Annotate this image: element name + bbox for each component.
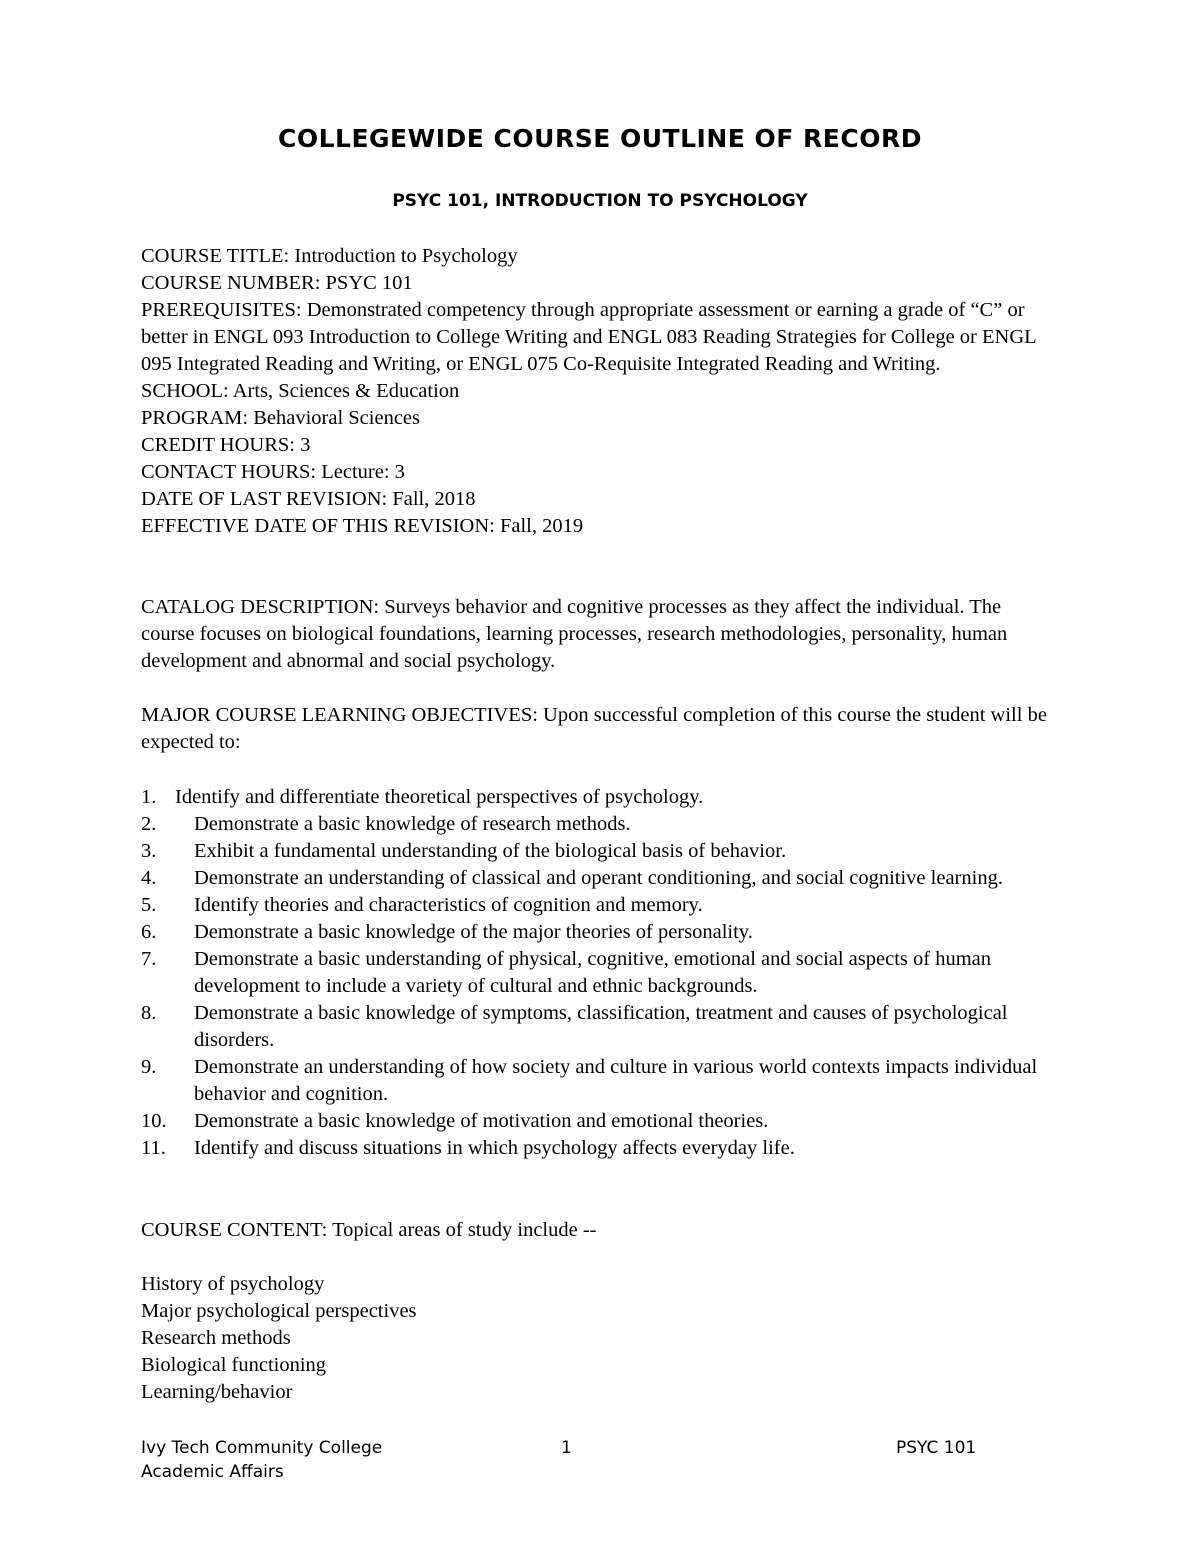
objective-item	[141, 784, 1071, 811]
objective-number: 3.	[141, 840, 157, 862]
document-subtitle: PSYC 101, INTRODUCTION TO PSYCHOLOGY	[392, 191, 808, 211]
course-number-field: COURSE NUMBER: PSYC 101	[141, 272, 413, 294]
contact-hours-field: CONTACT HOURS: Lecture: 3	[141, 461, 405, 483]
objective-number: 5.	[141, 894, 157, 916]
objective-text: Demonstrate a basic knowledge of the major theories of personality.	[194, 921, 753, 943]
objective-number: 2.	[141, 813, 157, 835]
school-field: SCHOOL: Arts, Sciences & Education	[141, 380, 460, 402]
objective-number: 9.	[141, 1056, 157, 1078]
footer-page-number: 1	[561, 1438, 572, 1458]
objective-item	[141, 1135, 1071, 1162]
document-title: COLLEGEWIDE COURSE OUTLINE OF RECORD	[278, 124, 922, 153]
course-content-intro: COURSE CONTENT: Topical areas of study include --	[141, 1219, 597, 1241]
objectives-intro: MAJOR COURSE LEARNING OBJECTIVES: Upon successful completion of this course the student will be expected to:	[141, 704, 1047, 753]
topic-item: History of psychology	[141, 1273, 325, 1295]
objective-number: 10.	[141, 1110, 167, 1132]
last-revision-field: DATE OF LAST REVISION: Fall, 2018	[141, 488, 476, 510]
objective-item	[141, 892, 1071, 919]
catalog-description: CATALOG DESCRIPTION: Surveys behavior and cognitive processes as they affect the individual. The course focuses on biological foundations, learning processes, research methodologies, personality, human development and abnormal and social psychology.	[141, 596, 1008, 672]
objective-text: Demonstrate an understanding of classical and operant conditioning, and social cognitive learning.	[194, 867, 1003, 889]
topic-item: Major psychological perspectives	[141, 1300, 417, 1322]
objective-text: Demonstrate a basic knowledge of motivation and emotional theories.	[194, 1110, 769, 1132]
prerequisites-field: PREREQUISITES: Demonstrated competency through appropriate assessment or earning a grade of “C” or better in ENGL 093 Introduction to College Writing and ENGL 083 Reading Strategies for College or ENGL 095 Integrated Reading and Writing, or ENGL 075 Co-Requisite Integrated Reading and Writing.	[141, 299, 1036, 375]
footer-department: Academic Affairs	[141, 1462, 284, 1482]
objective-text: Demonstrate an understanding of how society and culture in various world contexts impacts individual behavior and cognition.	[194, 1056, 1038, 1105]
objective-text: Demonstrate a basic understanding of physical, cognitive, emotional and social aspects of human development to include a variety of cultural and ethnic backgrounds.	[194, 948, 991, 997]
effective-date-field: EFFECTIVE DATE OF THIS REVISION: Fall, 2019	[141, 515, 584, 537]
objective-number: 6.	[141, 921, 157, 943]
course-title-field: COURSE TITLE: Introduction to Psychology	[141, 245, 518, 267]
objective-number: 4.	[141, 867, 157, 889]
objective-number: 7.	[141, 948, 157, 970]
objective-item	[141, 811, 1071, 838]
objective-item	[141, 1000, 1071, 1054]
objective-item	[141, 1054, 1071, 1108]
footer-college: Ivy Tech Community College	[141, 1438, 383, 1458]
topics-list	[141, 1271, 417, 1406]
objective-item	[141, 1108, 1071, 1135]
topic-item: Research methods	[141, 1327, 291, 1349]
objective-item	[141, 946, 1071, 1000]
objectives-list	[141, 784, 1071, 1162]
footer-course-code: PSYC 101	[896, 1438, 977, 1458]
topic-item: Learning/behavior	[141, 1381, 293, 1403]
objective-text: Demonstrate a basic knowledge of symptoms, classification, treatment and causes of psychological disorders.	[194, 1002, 1008, 1051]
objective-text: Identify and discuss situations in which psychology affects everyday life.	[194, 1137, 795, 1159]
objective-item	[141, 838, 1071, 865]
objective-number: 11.	[141, 1137, 166, 1159]
topic-item: Biological functioning	[141, 1354, 327, 1376]
program-field: PROGRAM: Behavioral Sciences	[141, 407, 420, 429]
objective-text: Demonstrate a basic knowledge of research methods.	[194, 813, 631, 835]
objective-number: 1.	[141, 786, 157, 808]
objective-item	[141, 865, 1071, 892]
credit-hours-field: CREDIT HOURS: 3	[141, 434, 311, 456]
objective-item	[141, 919, 1071, 946]
footer-left	[141, 1436, 382, 1484]
course-info-fields	[141, 243, 1071, 540]
objective-text: Identify theories and characteristics of cognition and memory.	[194, 894, 703, 916]
objective-text: Exhibit a fundamental understanding of the biological basis of behavior.	[194, 840, 787, 862]
objective-text: Identify and differentiate theoretical perspectives of psychology.	[175, 786, 704, 808]
objective-number: 8.	[141, 1002, 157, 1024]
